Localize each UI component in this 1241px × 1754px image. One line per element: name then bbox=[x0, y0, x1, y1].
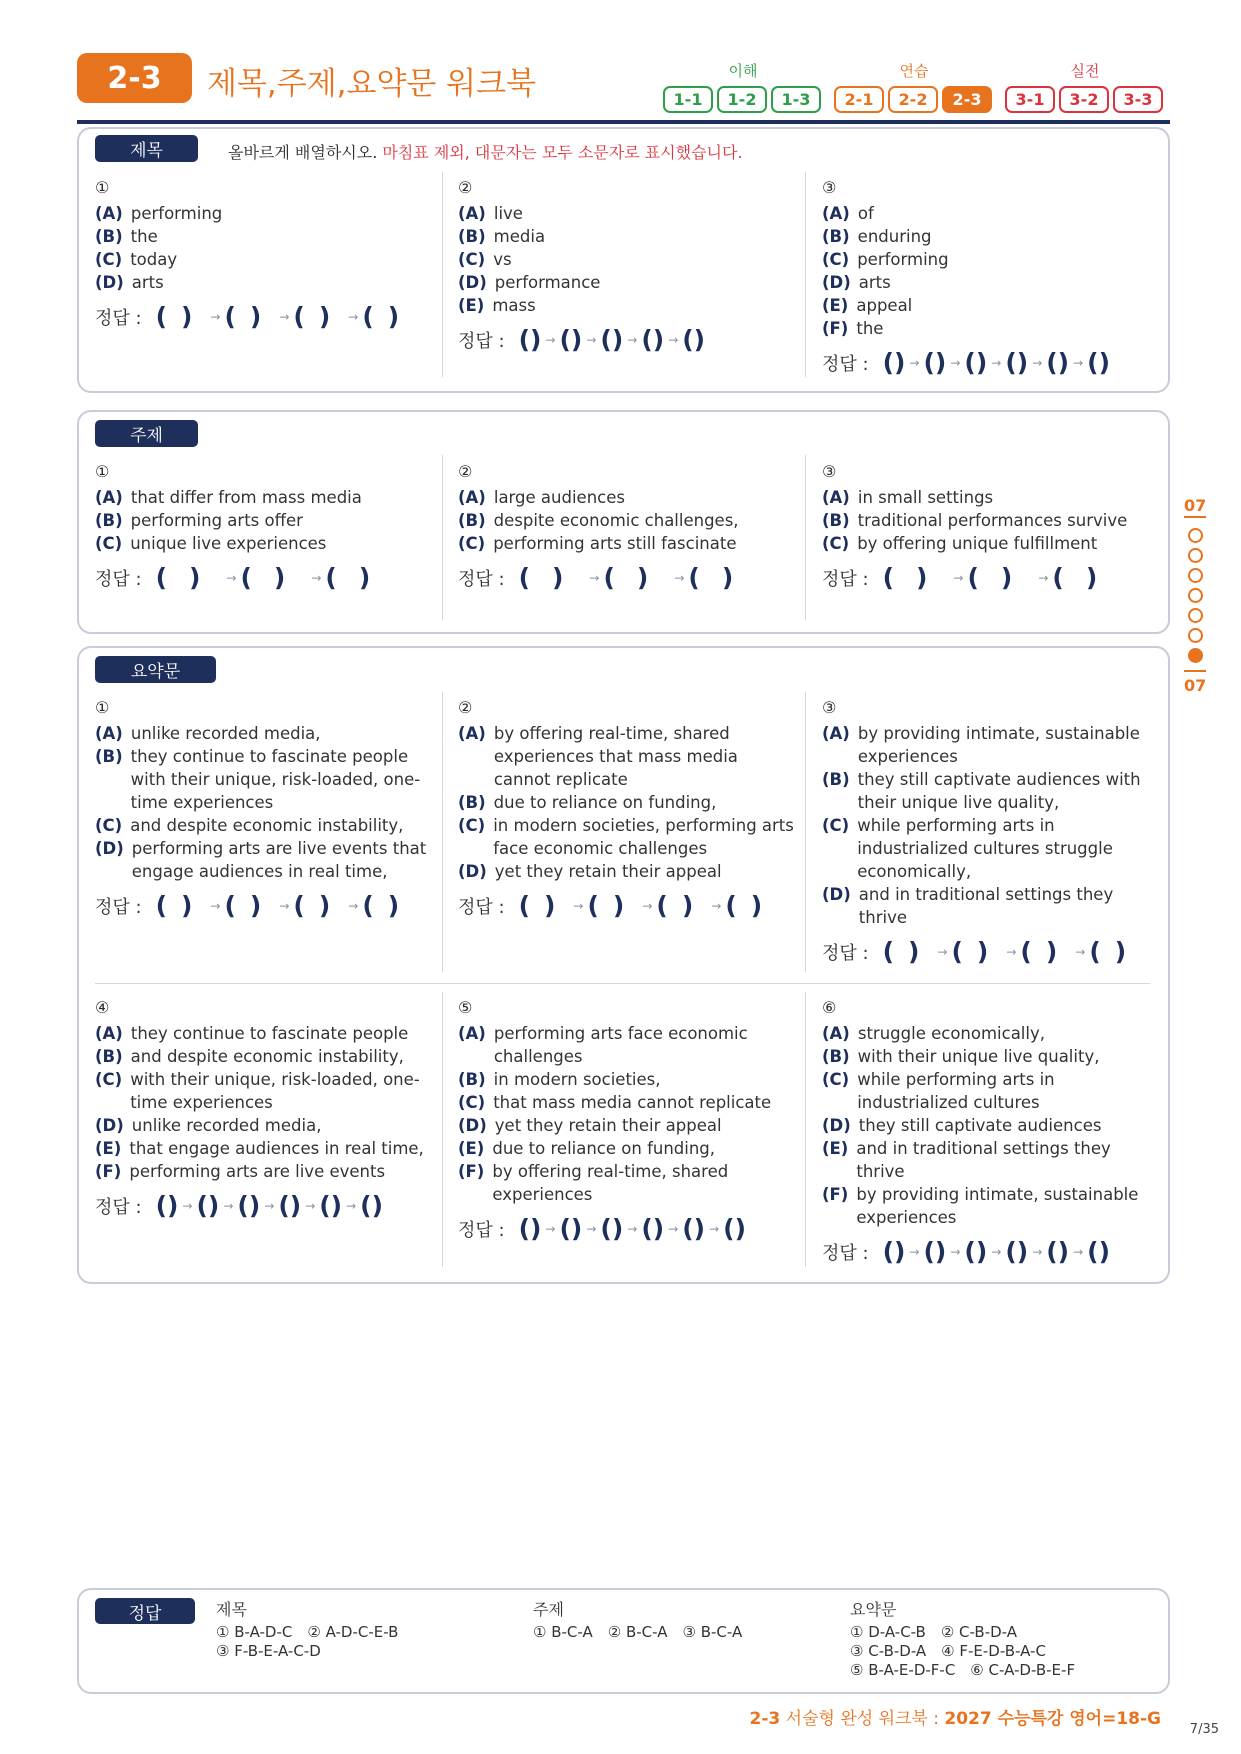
answer-blank[interactable]: 정답 : () → () → () → () bbox=[458, 891, 777, 920]
group-label-understand: 이해 bbox=[728, 62, 758, 80]
answer-blank[interactable]: 정답 : () → () → () bbox=[458, 563, 756, 592]
answer-key-title: 제목 ① B-A-D-C ② A-D-C-E-B ③ F-B-E-A-C-D bbox=[216, 1600, 399, 1660]
title-question-3: ③ (A) of (B) enduring (C) performing (D) arts (E) appeal (F) the 정답 : () → () → () → () → () → () bbox=[822, 178, 1162, 377]
column-divider bbox=[442, 992, 443, 1267]
summary-question-5: ⑤ (A) performing arts face economic challenges (B) in modern societies, (C) that mass media cannot replicate (D) yet they retain their appeal (E) due to reliance on funding, (F) by offering real-time, shared experiences 정답 : () → () → () → () → () → () bbox=[458, 998, 798, 1243]
answer-blank[interactable]: 정답 : () → () → () → () bbox=[95, 302, 414, 331]
title-question-1: ① (A) performing (B) the (C) today (D) arts 정답 : () → () → () → () bbox=[95, 178, 435, 331]
column-divider bbox=[442, 455, 443, 620]
header-rule bbox=[77, 120, 1170, 124]
answer-blank[interactable]: 정답 : () → () → () → () → () → () bbox=[822, 1237, 1111, 1266]
summary-section-label: 요약문 bbox=[95, 656, 216, 683]
tab-1-2[interactable]: 1-2 bbox=[717, 86, 767, 113]
group-label-real: 실전 bbox=[1070, 62, 1100, 80]
answer-blank[interactable]: 정답 : () → () → () bbox=[95, 563, 393, 592]
answer-key-summary: 요약문 ① D-A-C-B ② C-B-D-A ③ C-B-D-A ④ F-E-D-B-A-C ⑤ B-A-E-D-F-C ⑥ C-A-D-B-E-F bbox=[850, 1600, 1076, 1679]
tab-2-1[interactable]: 2-1 bbox=[834, 86, 884, 113]
answer-blank[interactable]: 정답 : () → () → () → () bbox=[95, 891, 414, 920]
column-divider bbox=[805, 455, 806, 620]
progress-dot bbox=[1188, 628, 1203, 643]
answer-blank[interactable]: 정답 : () → () → () → () → () → () bbox=[458, 1214, 747, 1243]
progress-dot bbox=[1188, 568, 1203, 583]
answer-blank[interactable]: 정답 : () → () → () → () → () bbox=[458, 325, 706, 354]
page-number: 7/35 bbox=[1189, 1722, 1219, 1737]
side-chapter-top: 07 bbox=[1184, 496, 1207, 515]
progress-dot bbox=[1188, 608, 1203, 623]
summary-question-6: ⑥ (A) struggle economically, (B) with their unique live quality, (C) while performing arts in industrialized cultures (D) they still captivate audiences (E) and in traditional settings they thrive (F) by providing intimate, sustainable experiences 정답 : () → () → () → () → () → () bbox=[822, 998, 1162, 1266]
column-divider bbox=[805, 172, 806, 377]
page-title: 제목,주제,요약문 워크북 bbox=[207, 66, 537, 102]
section-badge: 2-3 bbox=[77, 53, 192, 103]
tab-2-2[interactable]: 2-2 bbox=[888, 86, 938, 113]
topic-question-3: ③ (A) in small settings (B) traditional performances survive (C) by offering unique fulfillment 정답 : () → () → () bbox=[822, 462, 1162, 592]
answer-blank[interactable]: 정답 : () → () → () → () → () → () bbox=[95, 1191, 384, 1220]
side-rule bbox=[1184, 516, 1206, 518]
summary-question-1: ① (A) unlike recorded media, (B) they continue to fascinate people with their unique, risk-loaded, one-time experiences (C) and despite economic instability, (D) performing arts are live events that engage audiences in real time, 정답 : () → () → () → () bbox=[95, 698, 435, 920]
answer-blank[interactable]: 정답 : () → () → () → () → () → () bbox=[822, 348, 1111, 377]
column-divider bbox=[442, 692, 443, 972]
topic-section-label: 주제 bbox=[95, 420, 198, 447]
progress-dot bbox=[1188, 528, 1203, 543]
title-instruction: 올바르게 배열하시오. 마침표 제외, 대문자는 모두 소문자로 표시했습니다. bbox=[228, 143, 743, 162]
progress-dot-current bbox=[1188, 648, 1203, 663]
group-label-practice: 연습 bbox=[899, 62, 929, 80]
summary-question-2: ② (A) by offering real-time, shared experiences that mass media cannot replicate (B) due to reliance on funding, (C) in modern societies, performing arts face economic challenges (D) yet they retain their appeal 정답 : () → () → () → () bbox=[458, 698, 798, 920]
answer-blank[interactable]: 정답 : () → () → () → () bbox=[822, 937, 1141, 966]
column-divider bbox=[805, 992, 806, 1267]
answer-blank[interactable]: 정답 : () → () → () bbox=[822, 563, 1120, 592]
tab-3-2[interactable]: 3-2 bbox=[1059, 86, 1109, 113]
progress-dot bbox=[1188, 548, 1203, 563]
topic-question-1: ① (A) that differ from mass media (B) performing arts offer (C) unique live experiences 정답 : () → () → () bbox=[95, 462, 435, 592]
tab-3-1[interactable]: 3-1 bbox=[1005, 86, 1055, 113]
footer-text: 2-3 서술형 완성 워크북 : 2027 수능특강 영어=18-G bbox=[749, 1709, 1161, 1729]
summary-question-4: ④ (A) they continue to fascinate people (B) and despite economic instability, (C) with their unique, risk-loaded, one-time experiences (D) unlike recorded media, (E) that engage audiences in real time, (F) performing arts are live events 정답 : () → () → () → () → () → () bbox=[95, 998, 435, 1220]
tab-1-1[interactable]: 1-1 bbox=[663, 86, 713, 113]
row-divider bbox=[95, 983, 1150, 984]
column-divider bbox=[805, 692, 806, 972]
title-section-label: 제목 bbox=[95, 135, 198, 162]
summary-question-3: ③ (A) by providing intimate, sustainable experiences (B) they still captivate audiences with their unique live quality, (C) while performing arts in industrialized cultures struggle economically, (D) and in traditional settings they thrive 정답 : () → () → () → () bbox=[822, 698, 1162, 966]
column-divider bbox=[442, 172, 443, 377]
progress-dot bbox=[1188, 588, 1203, 603]
tab-3-3[interactable]: 3-3 bbox=[1113, 86, 1163, 113]
tab-2-3[interactable]: 2-3 bbox=[942, 86, 992, 113]
answer-key-topic: 주제 ① B-C-A ② B-C-A ③ B-C-A bbox=[533, 1600, 743, 1641]
title-question-2: ② (A) live (B) media (C) vs (D) performance (E) mass 정답 : () → () → () → () → () bbox=[458, 178, 798, 354]
answer-key-label: 정답 bbox=[95, 1598, 195, 1624]
tab-1-3[interactable]: 1-3 bbox=[771, 86, 821, 113]
side-chapter-bottom: 07 bbox=[1184, 676, 1207, 695]
topic-question-2: ② (A) large audiences (B) despite economic challenges, (C) performing arts still fascinate 정답 : () → () → () bbox=[458, 462, 798, 592]
side-rule bbox=[1184, 670, 1206, 672]
